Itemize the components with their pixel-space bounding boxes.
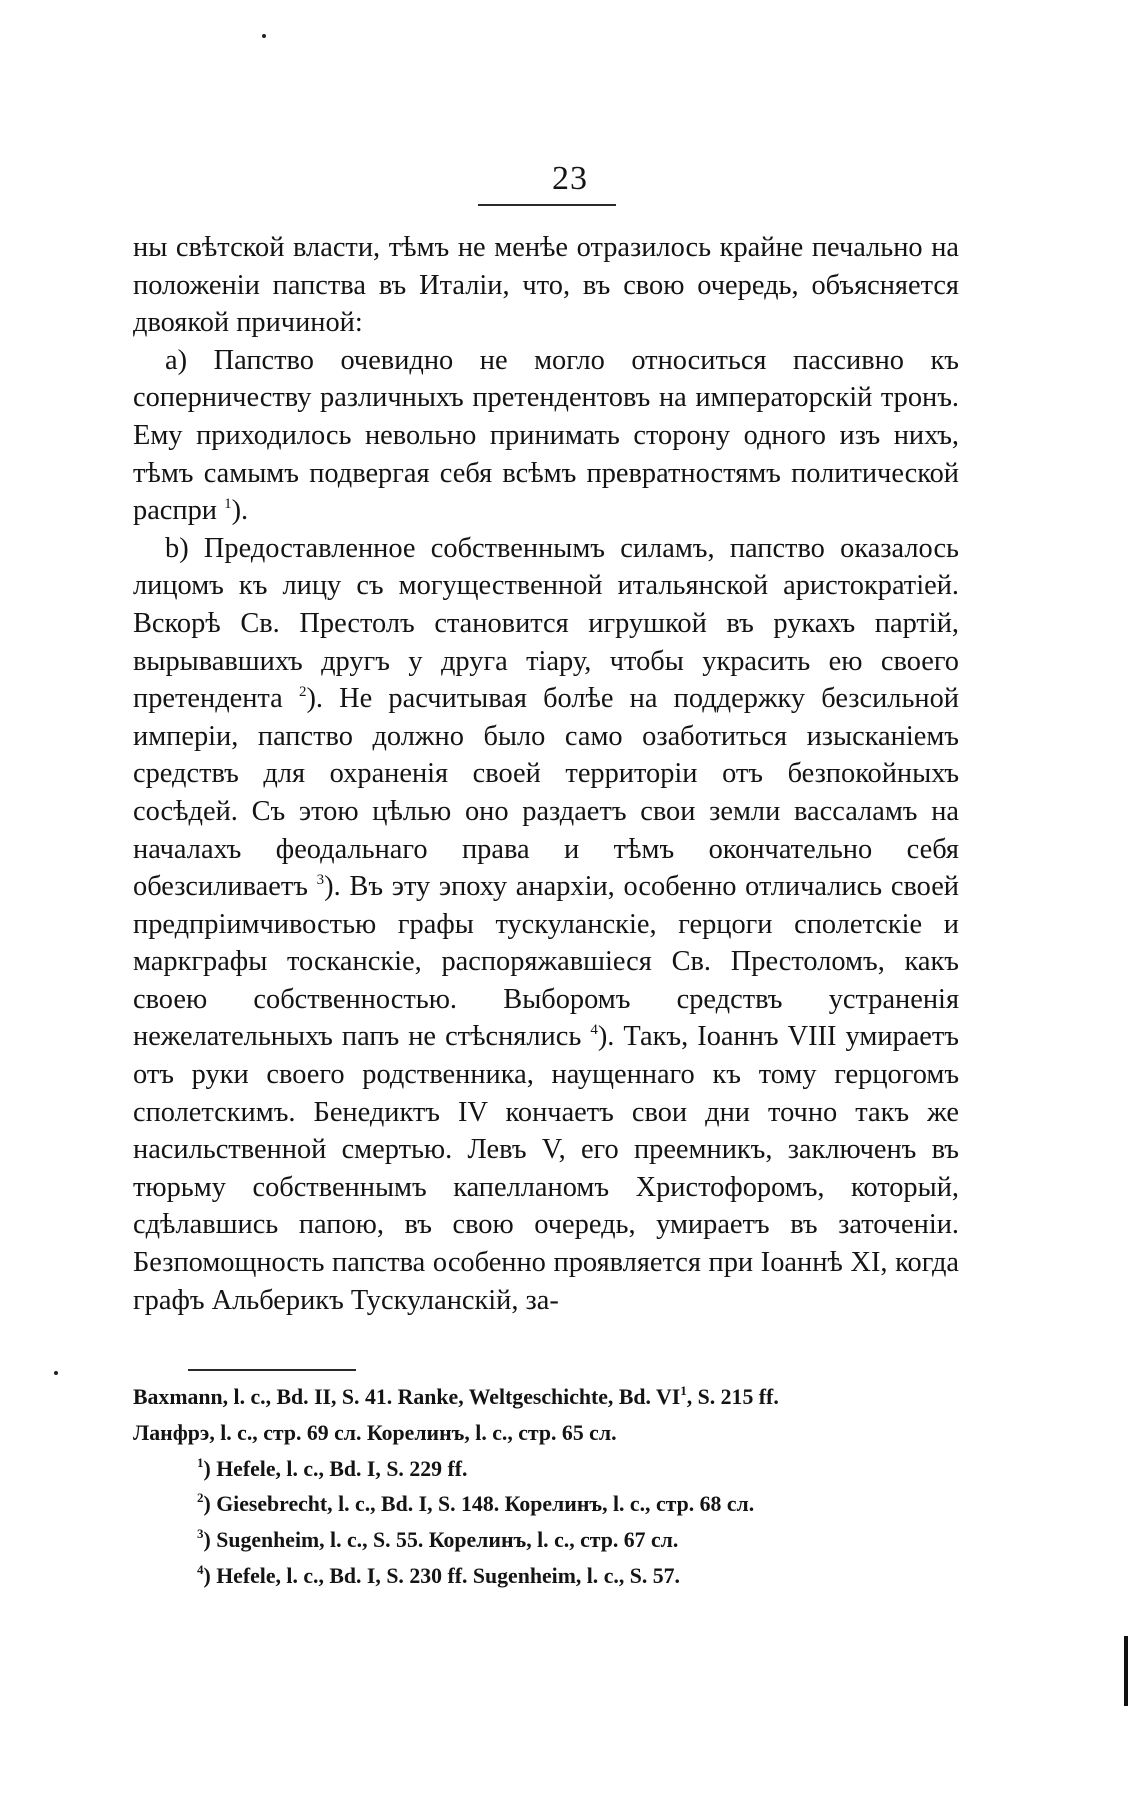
footnote-4-mark: 4 xyxy=(197,1561,204,1577)
footnote-1-mark: 1 xyxy=(197,1454,204,1470)
paragraph-b-text-3: ). Въ эту эпоху анархіи, особенно отличались своей предпріимчивостью графы тускуланскіе, герцоги сполетскіе и маркграфы тосканскіе, распоряжавшіеся Св. Престоломъ, какъ своею собственностью. Выборомъ средствъ устраненія нежелательныхъ папъ не стѣснялись xyxy=(133,871,959,1053)
footnote-3-mark: 3 xyxy=(197,1526,204,1542)
footnote-ref-4: 4 xyxy=(590,1022,598,1039)
paragraph-a-text: a) Папство очевидно не могло относиться пассивно къ соперничеству различныхъ претендентовъ на императорскій тронъ. Ему приходилось невольно принимать сторону одного изъ нихъ, тѣмъ самымъ подвергая себя всѣмъ превратностямъ политической распри xyxy=(133,344,959,527)
paragraph-b-text-2: ). Не расчитывая болѣе на поддержку безсильной имперіи, папство должно было само озаботиться изысканіемъ средствъ для охраненія своей территоріи отъ безпокойныхъ сосѣдей. Съ этою цѣлью оно раздаетъ свои земли вассаламъ на началахъ феодальнаго права и тѣмъ окончательно себя обезсиливаетъ xyxy=(133,683,959,903)
footnote-4-text: ) Hefele, l. c., Bd. I, S. 230 ff. Sugenheim, l. c., S. 57. xyxy=(203,1563,680,1588)
footnote-2-text: ) Giesebrecht, l. c., Bd. I, S. 148. Корелинъ, l. c., стр. 68 сл. xyxy=(203,1492,755,1517)
footnote-1 xyxy=(133,1452,959,1488)
main-text xyxy=(133,229,959,1319)
paragraph-b-text-4: ). Такъ, Іоаннъ VIII умираетъ отъ руки своего родственника, наущеннаго къ тому герцогомъ сполетскимъ. Бенедиктъ IV кончаетъ свои дни точно такъ же насильственной смертью. Левъ V, его преемникъ, заключенъ въ тюрьму собственнымъ капелланомъ Христофоромъ, который, сдѣлавшись папою, въ свою очередь, умираетъ въ заточеніи. Безпомощность папства особенно проявляется при Іоаннѣ XI, когда графъ Альберикъ Тускуланскій, за- xyxy=(133,1021,959,1316)
footnote-ref-1: 1 xyxy=(224,496,232,513)
footnote-general-line-2: Ланфрэ, l. c., стр. 69 сл. Корелинъ, l. c., стр. 65 сл. xyxy=(133,1420,617,1445)
footnote-general-line-1 xyxy=(133,1380,959,1416)
page-number-rule xyxy=(478,204,616,206)
paragraph-b xyxy=(133,530,959,1319)
footnote-general-1-mark: 1 xyxy=(680,1383,687,1398)
footnote-4 xyxy=(133,1559,959,1595)
paragraph-intro xyxy=(133,229,959,342)
scan-edge-mark xyxy=(1124,1636,1128,1706)
ink-speck xyxy=(262,34,266,38)
footnote-general-1-text: Baxmann, l. c., Bd. II, S. 41. Ranke, Weltgeschichte, Bd. VI xyxy=(133,1385,681,1409)
footnote-rule xyxy=(188,1369,356,1371)
ref-close: ). xyxy=(231,495,249,527)
footnote-2 xyxy=(133,1487,959,1523)
ink-speck xyxy=(54,1371,58,1375)
paragraph-b-text-1: b) Предоставленное собственнымъ силамъ, папство оказалось лицомъ къ лицу съ могущественной итальянской аристократіей. Вскорѣ Св. Престолъ становится игрушкой въ рукахъ партій, вырывавшихъ другъ у друга тіару, чтобы украсить ею своего претендента xyxy=(133,532,959,715)
footnote-1-text: ) Hefele, l. c., Bd. I, S. 229 ff. xyxy=(203,1456,468,1481)
footnote-ref-2: 2 xyxy=(298,684,307,701)
footnote-3-text: ) Sugenheim, l. c., S. 55. Корелинъ, l. c., стр. 67 сл. xyxy=(203,1528,679,1553)
paragraph-intro-text: ны свѣтской власти, тѣмъ не менѣе отразилось крайне печально на положеніи папства въ Италіи, что, въ свою очередь, объясняется двоякой причиной: xyxy=(133,232,959,339)
paragraph-a xyxy=(133,342,959,530)
page-number: 23 xyxy=(552,160,588,197)
footnote-ref-3: 3 xyxy=(316,872,325,889)
footnote-general-1-tail: , S. 215 ff. xyxy=(686,1385,779,1409)
footnote-3 xyxy=(133,1523,959,1559)
footnote-2-mark: 2 xyxy=(197,1490,204,1506)
footnotes xyxy=(133,1380,959,1595)
